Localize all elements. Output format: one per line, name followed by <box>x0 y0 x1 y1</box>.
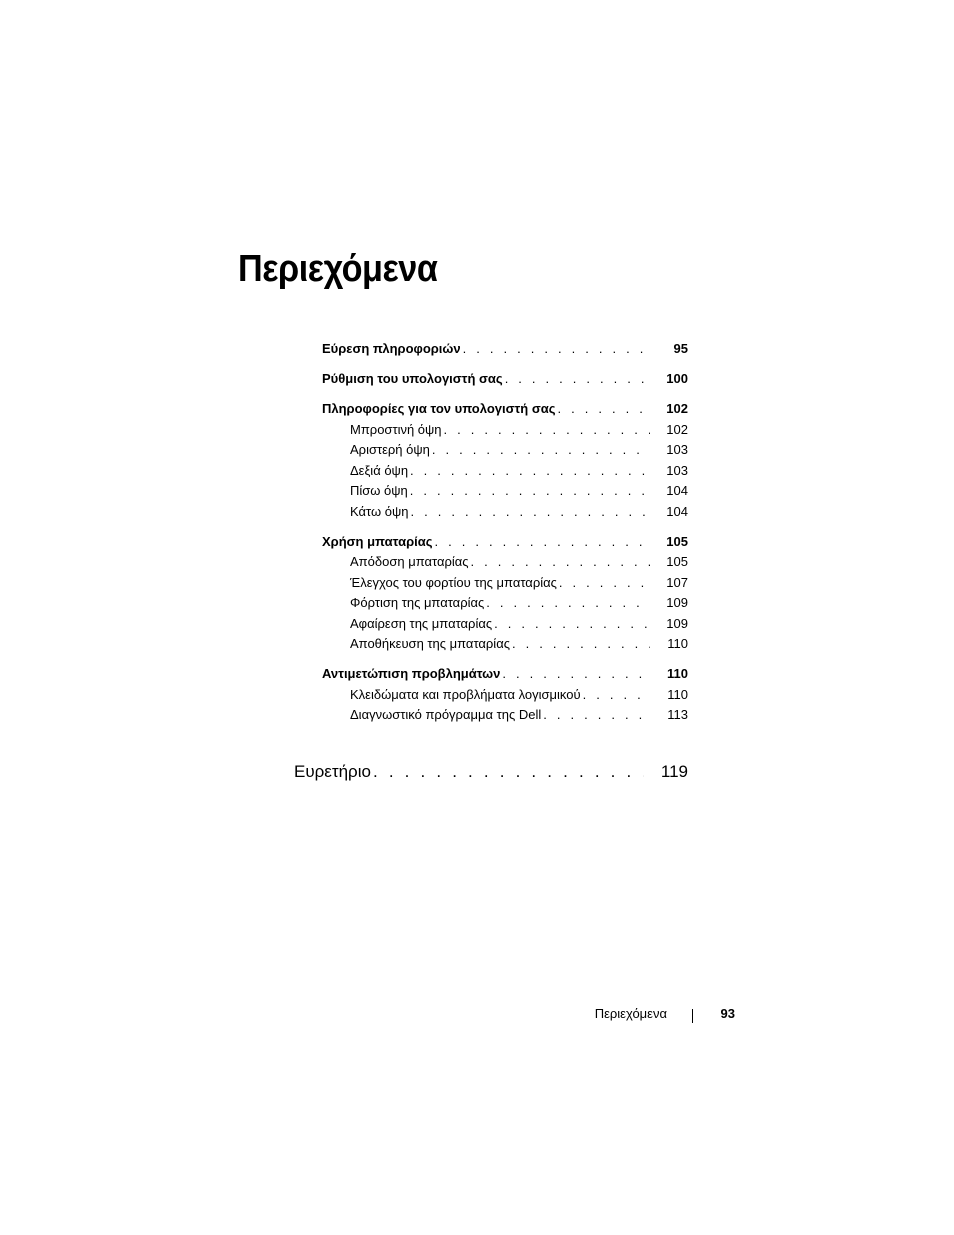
toc-section-entry[interactable] <box>322 616 688 637</box>
dot-leader <box>471 554 650 569</box>
toc-section-entry[interactable] <box>322 554 688 575</box>
toc-section-entry[interactable] <box>322 422 688 443</box>
dot-leader <box>373 762 644 782</box>
page-footer <box>560 1006 735 1026</box>
dot-leader <box>410 504 650 519</box>
toc-entry-label: Απόδοση μπαταρίας <box>350 554 469 569</box>
toc-entry-label: Αριστερή όψη <box>350 442 430 457</box>
footer-page-number: 93 <box>720 1006 735 1021</box>
toc-entry-label: Ευρετήριο <box>294 762 371 781</box>
toc-section-entry[interactable] <box>322 483 688 504</box>
toc-chapter-entry[interactable] <box>322 371 688 392</box>
toc-entry-page: 102 <box>666 401 688 416</box>
dot-leader <box>558 401 651 416</box>
toc-chapter-entry[interactable] <box>322 534 688 555</box>
toc-entry-label: Μπροστινή όψη <box>350 421 442 437</box>
toc-entry-label: Ρύθμιση του υπολογιστή σας <box>322 371 503 386</box>
dot-leader <box>410 483 650 498</box>
dot-leader <box>583 687 650 702</box>
toc-entry-page: 100 <box>666 371 688 386</box>
toc-section-entry[interactable] <box>322 687 688 708</box>
toc-entry-label: Αφαίρεση της μπαταρίας <box>350 615 493 631</box>
toc-entry-page: 110 <box>667 636 688 651</box>
dot-leader <box>444 422 650 437</box>
toc-entry-page: 110 <box>667 686 688 702</box>
toc-entry-page: 109 <box>666 595 688 610</box>
toc-section-entry[interactable] <box>322 575 688 596</box>
dot-leader <box>543 707 650 722</box>
toc-entry-page: 104 <box>666 483 688 498</box>
footer-divider <box>692 1009 693 1023</box>
dot-leader <box>432 442 650 457</box>
toc-entry-label: Πίσω όψη <box>350 483 408 498</box>
dot-leader <box>434 534 650 549</box>
dot-leader <box>512 636 650 651</box>
toc-entry-label: Διαγνωστικό πρόγραμμα της Dell <box>350 707 542 722</box>
toc-section-entry[interactable] <box>322 707 688 728</box>
toc-entry-label: Αντιμετώπιση προβλημάτων <box>322 666 501 681</box>
toc-entry-page: 119 <box>660 762 688 781</box>
dot-leader <box>494 616 650 631</box>
toc-entry-page: 104 <box>666 503 688 519</box>
page-title: Περιεχόμενα <box>238 248 438 290</box>
toc-entry-label: Εύρεση πληροφοριών <box>322 341 461 356</box>
toc-entry-label: Κλειδώματα και προβλήματα λογισμικού <box>350 686 581 702</box>
toc-entry-page: 110 <box>667 666 688 681</box>
toc-entry-page: 103 <box>666 442 688 457</box>
toc-entry-page: 105 <box>666 533 688 549</box>
toc-section-entry[interactable] <box>322 636 688 657</box>
toc-entry-page: 107 <box>666 574 688 590</box>
toc-entry-label: Έλεγχος του φορτίου της μπαταρίας <box>350 574 557 590</box>
toc-chapter-entry[interactable] <box>322 341 688 362</box>
dot-leader <box>502 666 650 681</box>
toc-entry-label: Χρήση μπαταρίας <box>322 533 433 549</box>
dot-leader <box>505 371 650 386</box>
toc-entry-page: 105 <box>666 554 688 569</box>
toc-entry-label: Αποθήκευση της μπαταρίας <box>350 636 510 651</box>
dot-leader <box>486 595 650 610</box>
toc-section-entry[interactable] <box>322 463 688 484</box>
dot-leader <box>559 575 650 590</box>
toc-entry-label: Κάτω όψη <box>350 503 409 519</box>
toc-entry-label: Φόρτιση της μπαταρίας <box>350 595 485 610</box>
footer-section-label: Περιεχόμενα <box>594 1006 667 1021</box>
toc-entry-label: Δεξιά όψη <box>350 462 409 478</box>
toc-index-entry[interactable] <box>294 762 688 788</box>
toc-entry-page: 95 <box>673 341 688 356</box>
toc-section-entry[interactable] <box>322 442 688 463</box>
toc-entry-page: 102 <box>666 421 688 437</box>
toc-entry-page: 113 <box>667 707 688 722</box>
toc-chapter-entry[interactable] <box>322 401 688 422</box>
toc-chapter-entry[interactable] <box>322 666 688 687</box>
toc-entry-page: 109 <box>666 615 688 631</box>
toc-section-entry[interactable] <box>322 595 688 616</box>
toc-section-entry[interactable] <box>322 504 688 525</box>
toc-entry-page: 103 <box>666 462 688 478</box>
dot-leader <box>463 341 650 356</box>
table-of-contents <box>322 341 688 728</box>
toc-entry-label: Πληροφορίες για τον υπολογιστή σας <box>322 401 556 416</box>
dot-leader <box>410 463 650 478</box>
